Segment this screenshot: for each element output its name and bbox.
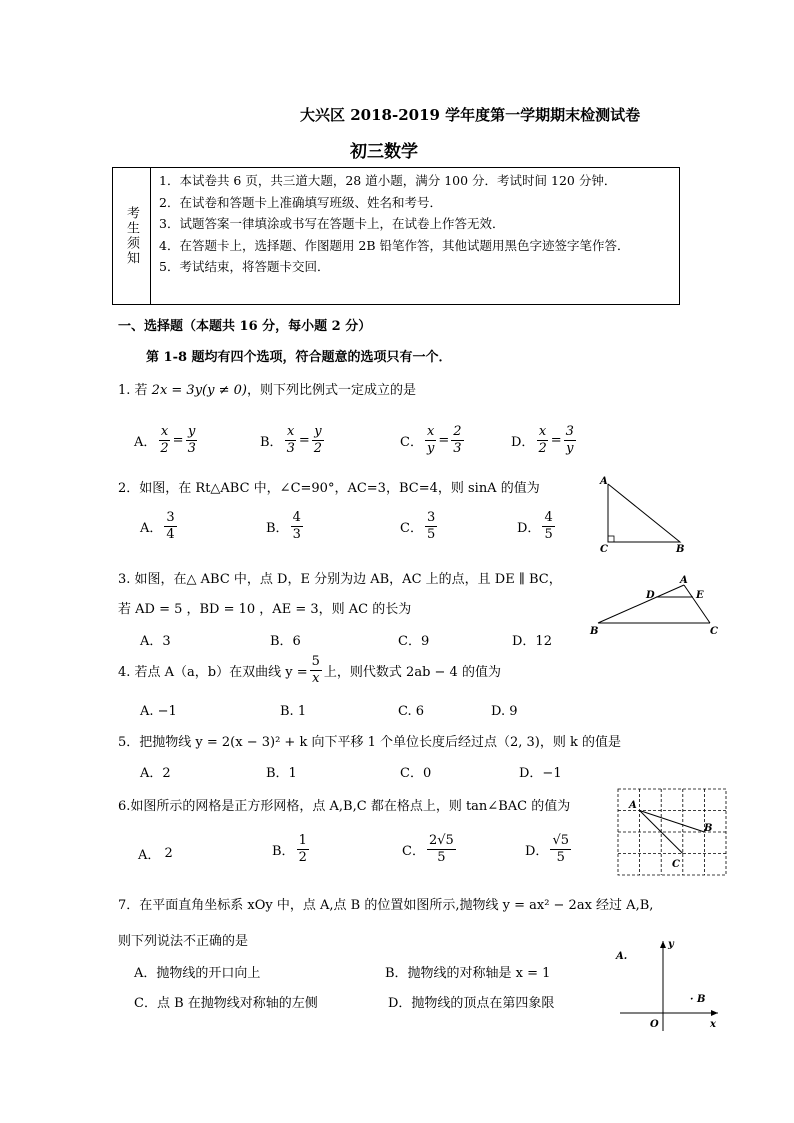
notice-item: 2．在试卷和答题卡上准确填写班级、姓名和考号． [159,194,442,210]
q1-text-b: ，则下列比例式一定成立的是 [246,383,416,398]
notice-item: 3．试题答案一律填涂或书写在答题卡上，在试卷上作答无效． [159,216,505,231]
question-2: 2．如图，在 Rt△ABC 中，∠C=90°，AC=3，BC=4，则 sinA 的值为 [118,481,540,496]
question-6: 6.如图所示的网格是正方形网格，点 A,B,C 都在格点上，则 tan∠BAC 的值为 [118,799,571,814]
q4-option-c[interactable]: C. 6 [398,704,425,719]
q7-option-b[interactable]: B．抛物线的对称轴是 x = 1 [385,966,551,981]
q2-option-a[interactable]: A． $\frac{3}{4}$ [140,510,175,542]
q3-option-b[interactable]: B．6 [270,634,301,649]
question-3-line2: 若 AD = 5 ，BD = 10 ，AE = 3，则 AC 的长为 [118,602,412,617]
notice-item: 4．在答题卡上，选择题、作图题用 2B 铅笔作答，其他试题用黑色字迹签字笔作答． [159,237,630,253]
q1-option-d[interactable]: D． $\frac{x}{2}$ = $\frac{3}{y}$ [511,424,574,456]
q4-option-a[interactable]: A. −1 [140,704,177,719]
notice-items [159,170,675,278]
q1-option-a[interactable]: A． $\frac{x}{2}$ = $\frac{y}{3}$ [134,424,196,456]
q2-option-d[interactable]: D． $\frac{4}{5}$ [517,510,553,542]
question-4: 4. 若点 A（a，b）在双曲线 y = $\frac{5}{x}$ 上，则代数式 2ab − 4 的值为 [118,654,501,686]
q6-label-c: C [672,859,680,870]
q2-label-c: C [600,544,608,555]
q3-label-d: D [646,590,655,601]
q7-option-c[interactable]: C．点 B 在抛物线对称轴的左侧 [134,996,318,1011]
q2-triangle-figure [594,470,704,556]
q4-option-d[interactable]: D. 9 [491,704,518,719]
q1-option-b[interactable]: B． $\frac{x}{3}$ = $\frac{y}{2}$ [260,424,323,456]
q6-option-a[interactable]: A． 2 [138,846,173,863]
q6-option-b[interactable]: B． $\frac{1}{2}$ [272,833,307,865]
q6-label-b: B [704,823,713,834]
question-3-line1: 3. 如图，在△ ABC 中，点 D，E 分别为边 AB，AC 上的点，且 DE ∥ BC， [118,572,562,587]
q3-label-e: E [696,590,704,601]
notice-box [112,167,680,305]
exam-subtitle: 初三数学 [350,142,418,162]
q7-label-y: y [668,939,674,950]
q7-option-d[interactable]: D．抛物线的顶点在第四象限 [388,996,555,1011]
q5-option-d[interactable]: D．−1 [519,766,562,781]
notice-item: 1．本试卷共 6 页，共三道大题，28 道小题，满分 100 分．考试时间 120 分钟． [159,173,617,188]
q2-option-c[interactable]: C． $\frac{3}{5}$ [400,510,436,542]
q7-label-b: · B [690,994,706,1005]
q2-label-b: B [676,544,685,555]
notice-item: 5．考试结束，将答题卡交回． [159,259,330,274]
question-7-line1: 7．在平面直角坐标系 xOy 中，点 A,点 B 的位置如图所示,抛物线 y = ax² − 2ax 经过 A,B, [118,898,654,913]
q6-option-c[interactable]: C． $\frac{2√5}{5}$ [402,833,454,865]
section-heading: 一、选择题（本题共 16 分，每小题 2 分） [118,319,372,334]
q7-label-x: x [710,1019,716,1030]
notice-label-cell [113,168,151,304]
q4-option-b[interactable]: B. 1 [280,704,307,719]
q5-option-b[interactable]: B．1 [266,766,297,781]
q7-option-a[interactable]: A．抛物线的开口向上 [134,966,261,981]
q3-label-a: A [680,575,688,586]
q7-label-o: O [650,1019,659,1030]
section-instruction: 第 1-8 题均有四个选项，符合题意的选项只有一个． [146,350,452,365]
exam-title: 大兴区 2018-2019 学年度第一学期期末检测试卷 [300,106,641,124]
q6-option-d[interactable]: D． $\frac{√5}{5}$ [525,833,569,865]
q7-label-a: A. [616,951,628,962]
notice-label: 考生须知 [124,206,139,266]
q6-label-a: A [629,800,637,811]
q1-text-a: 1. 若 [118,383,152,398]
q1-option-c[interactable]: C． $\frac{x}{y}$ = $\frac{2}{3}$ [400,424,462,456]
q2-option-b[interactable]: B． $\frac{4}{3}$ [266,510,301,542]
question-1 [118,379,416,398]
q6-grid-figure [616,787,730,879]
q3-label-c: C [710,626,718,637]
q3-option-c[interactable]: C．9 [398,634,430,649]
q7-coordinate-figure [610,935,726,1035]
q3-option-a[interactable]: A．3 [140,634,171,649]
question-5: 5．把抛物线 y = 2(x − 3)² + k 向下平移 1 个单位长度后经过点（2, 3)，则 k 的值是 [118,735,622,750]
q5-option-a[interactable]: A．2 [140,766,171,781]
q5-option-c[interactable]: C．0 [400,766,432,781]
q3-label-b: B [590,626,599,637]
question-7-line2: 则下列说法不正确的是 [118,934,249,949]
q2-label-a: A [600,476,608,487]
q3-triangle-figure [586,572,726,638]
q1-math: 2x = 3y(y ≠ 0) [151,383,247,398]
q3-option-d[interactable]: D．12 [512,634,552,649]
